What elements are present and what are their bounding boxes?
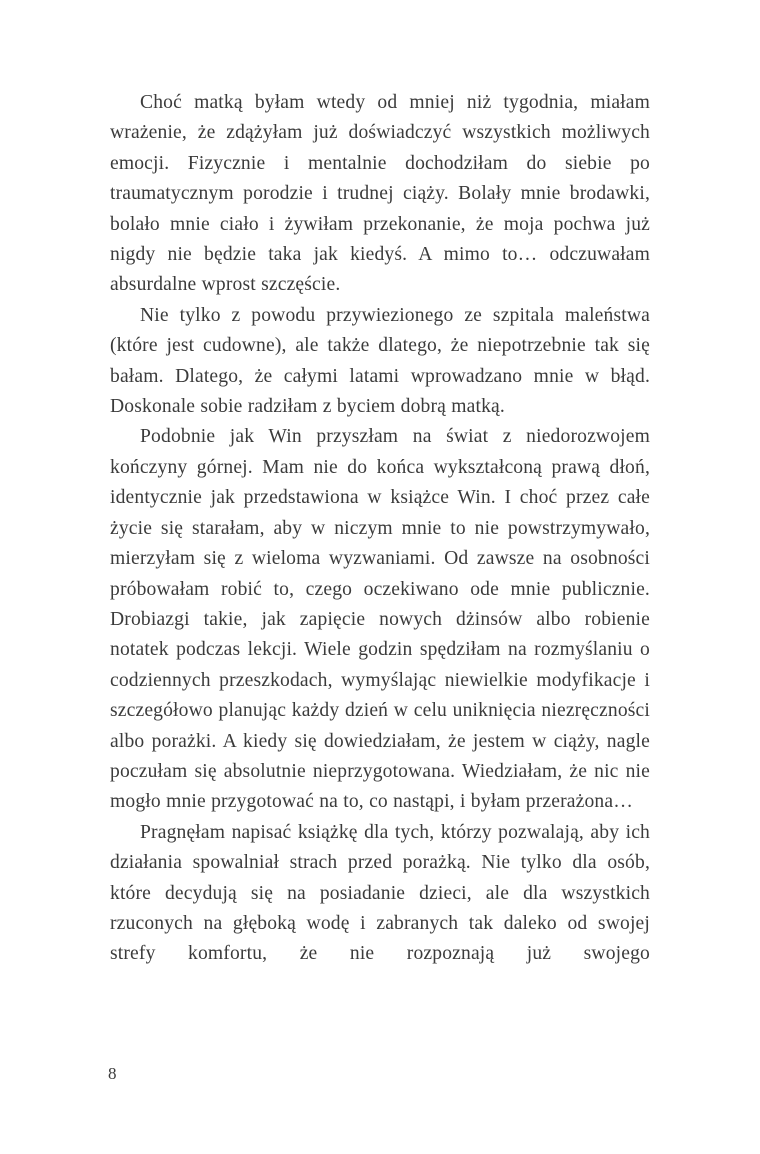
paragraph-4: Pragnęłam napisać książkę dla tych, którzy pozwalają, aby ich działania spowalniał strach przed porażką. Nie tylko dla osób, które decydują się na posiadanie dzieci, ale dla wszystkich rzuconych na głęboką wodę i zabranych tak daleko od swojej strefy komfortu, że nie rozpoznają już swojego bbox=[110, 821, 650, 965]
paragraph-1: Choć matką byłam wtedy od mniej niż tygodnia, miałam wrażenie, że zdążyłam już doświadczyć wszystkich możliwych emocji. Fizycznie i mentalnie dochodziłam do siebie po traumatycznym porodzie i trudnej ciąży. Bolały mnie brodawki, bolało mnie ciało i żywiłam przekonanie, że moja pochwa już nigdy nie będzie taka jak kiedyś. A mimo to… odczuwałam absurdalne wprost szczęście. bbox=[110, 92, 650, 296]
paragraph-2: Nie tylko z powodu przywiezionego ze szpitala maleństwa (które jest cudowne), ale także dlatego, że niepotrzebnie tak się bałam. Dlatego, że całymi latami wprowadzano mnie w błąd. Doskonale sobie radziłam z byciem dobrą matką. bbox=[110, 304, 650, 418]
body-text-block bbox=[110, 88, 650, 1000]
paragraph-3: Podobnie jak Win przyszłam na świat z niedorozwojem kończyny górnej. Mam nie do końca wykształconą prawą dłoń, identycznie jak przedstawiona w książce Win. I choć przez całe życie się starałam, aby w niczym mnie to nie powstrzymywało, mierzyłam się z wieloma wyzwaniami. Od zawsze na osobności próbowałam robić to, czego oczekiwano ode mnie publicznie. Drobiazgi takie, jak zapięcie nowych dżinsów albo robienie notatek podczas lekcji. Wiele godzin spędziłam na rozmyślaniu o codziennych przeszkodach, wymyślając niewielkie modyfikacje i szczegółowo planując każdy dzień w celu uniknięcia niezręczności albo porażki. A kiedy się dowiedziałam, że jestem w ciąży, nagle poczułam się absolutnie nieprzygotowana. Wiedziałam, że nic nie mogło mnie przygotować na to, co nastąpi, i byłam przerażona… bbox=[110, 426, 650, 813]
page-number: 8 bbox=[108, 1064, 117, 1083]
